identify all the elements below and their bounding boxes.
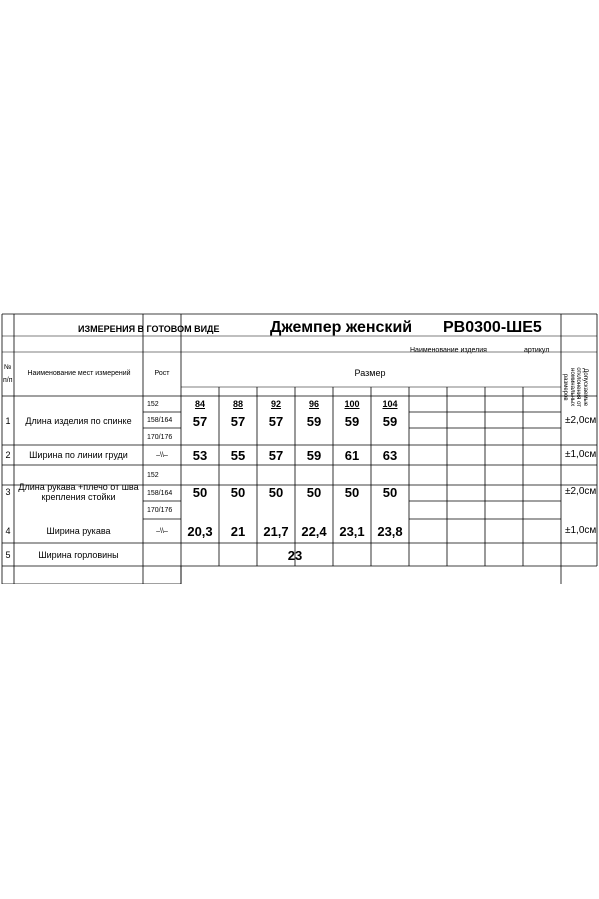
row-value: 23,8 bbox=[377, 524, 403, 539]
row-height: 170/176 bbox=[147, 433, 173, 441]
row-value: 55 bbox=[230, 448, 246, 463]
row-value: 57 bbox=[268, 413, 284, 429]
row-number: 1 bbox=[5, 415, 11, 426]
row-value: 22,4 bbox=[301, 524, 327, 539]
row-tolerance: ±2,0см bbox=[565, 486, 597, 497]
row-number: 5 bbox=[5, 549, 11, 560]
article-code: РВ0300-ШЕ5 bbox=[443, 319, 542, 336]
row-value: 50 bbox=[268, 485, 284, 500]
row-height: 170/176 bbox=[147, 507, 173, 514]
row-value: 50 bbox=[192, 485, 208, 500]
row-number: 3 bbox=[5, 487, 11, 497]
row-height: 152 bbox=[147, 401, 159, 408]
row-value: 59 bbox=[306, 448, 322, 463]
row-value: 21 bbox=[230, 524, 246, 539]
row-measure-name: Ширина рукава bbox=[46, 526, 111, 536]
size-header-92: 92 bbox=[270, 399, 282, 409]
row-tolerance: ±1,0см bbox=[565, 525, 597, 536]
row-height: 158/164 bbox=[147, 417, 173, 424]
row-height: –\\– bbox=[156, 528, 168, 535]
row-value: 23 bbox=[287, 547, 303, 563]
column-number-pp: п/п bbox=[3, 377, 13, 384]
table-grid bbox=[0, 312, 599, 584]
row-tolerance: ±2,0см bbox=[565, 414, 597, 426]
row-value: 57 bbox=[230, 413, 246, 429]
row-value: 59 bbox=[344, 413, 360, 429]
product-name-caption: Наименование изделия bbox=[410, 347, 487, 354]
row-number: 2 bbox=[5, 450, 11, 460]
row-value: 21,7 bbox=[263, 524, 289, 539]
size-header-88: 88 bbox=[232, 399, 244, 409]
row-height: 152 bbox=[147, 472, 159, 479]
column-name-header: Наименование мест измерений bbox=[27, 370, 131, 377]
row-measure-name: Длина рукава +плечо от шва bbox=[18, 482, 139, 492]
size-header-104: 104 bbox=[382, 399, 398, 409]
row-value: 20,3 bbox=[187, 524, 213, 539]
row-value: 50 bbox=[382, 485, 398, 500]
row-number: 4 bbox=[5, 526, 11, 536]
row-measure-name: крепления стойки bbox=[41, 492, 116, 502]
row-value: 61 bbox=[344, 448, 360, 463]
row-value: 59 bbox=[306, 413, 322, 429]
row-measure-name: Ширина горловины bbox=[38, 549, 119, 560]
row-height: –\\– bbox=[156, 452, 168, 459]
size-header-100: 100 bbox=[344, 399, 360, 409]
row-height: 158/164 bbox=[147, 490, 173, 497]
row-value: 57 bbox=[268, 448, 284, 463]
row-value: 50 bbox=[230, 485, 246, 500]
column-size-header: Размер bbox=[354, 368, 386, 378]
column-height-header: Рост bbox=[154, 370, 170, 377]
column-tolerance-header: Допускаемые отклонения от номинальных размеров bbox=[562, 367, 589, 408]
row-measure-name: Ширина по линии груди bbox=[29, 450, 128, 460]
row-value: 57 bbox=[192, 413, 208, 429]
row-measure-name: Длина изделия по спинке bbox=[25, 415, 132, 426]
row-value: 50 bbox=[306, 485, 322, 500]
size-header-96: 96 bbox=[308, 399, 320, 409]
article-caption: артикул bbox=[524, 347, 550, 354]
product-name: Джемпер женский bbox=[270, 319, 413, 336]
row-value: 53 bbox=[192, 448, 208, 463]
size-chart-sheet bbox=[0, 312, 599, 584]
row-value: 63 bbox=[382, 448, 398, 463]
row-value: 50 bbox=[344, 485, 360, 500]
row-tolerance: ±1,0см bbox=[565, 449, 597, 460]
row-value: 23,1 bbox=[339, 524, 365, 539]
measurements-label: ИЗМЕРЕНИЯ В ГОТОВОМ ВИДЕ bbox=[78, 324, 220, 334]
size-header-84: 84 bbox=[194, 399, 206, 409]
row-value: 59 bbox=[382, 413, 398, 429]
column-number-no: № bbox=[4, 364, 12, 371]
